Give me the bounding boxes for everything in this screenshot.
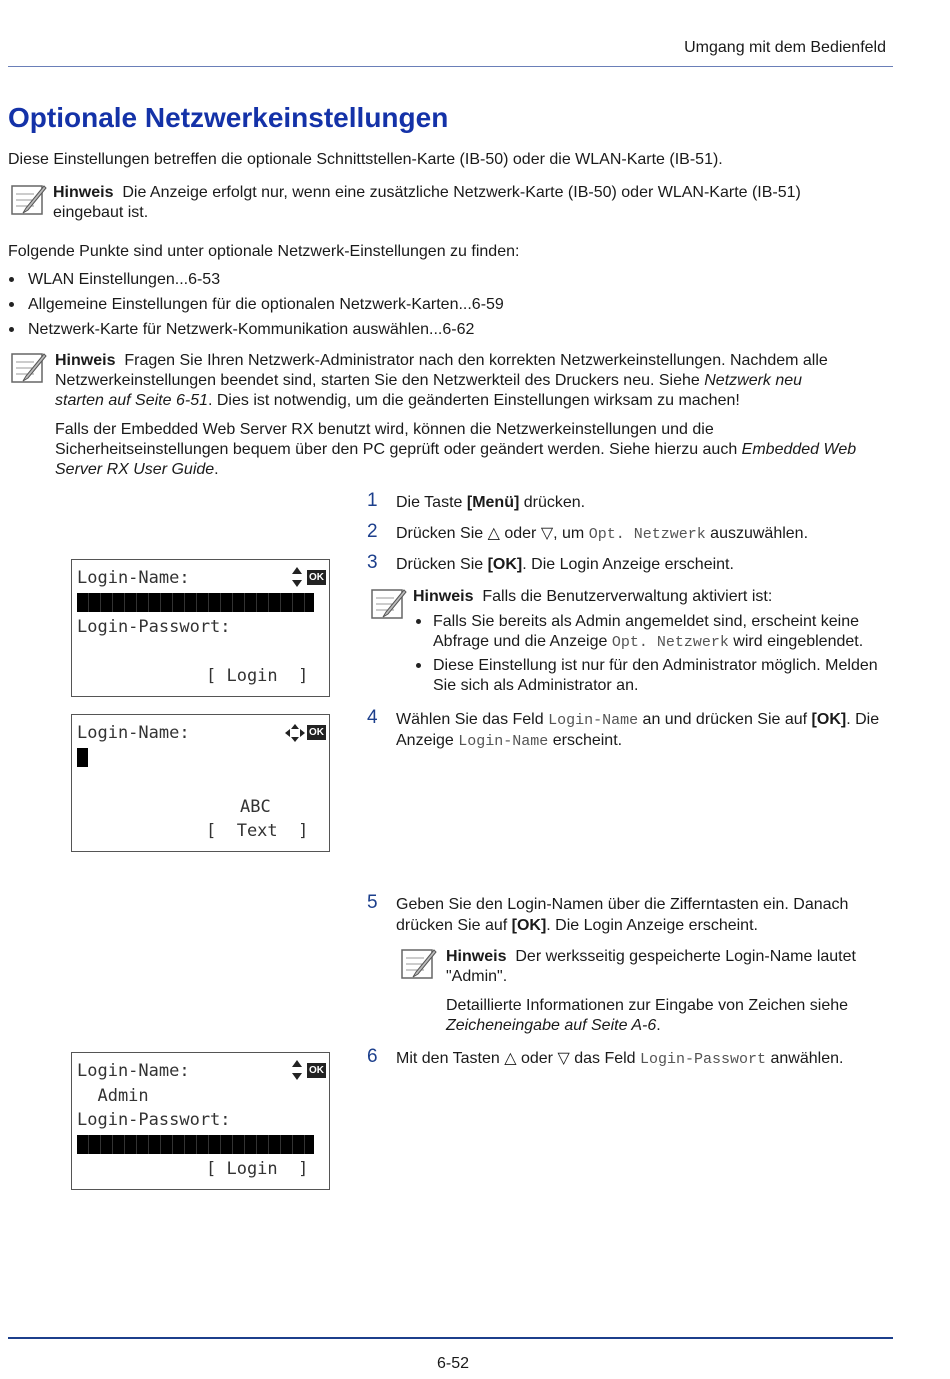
bullet [9,327,14,332]
lcd-softkey: [ Text ] [206,821,309,841]
note-label: Hinweis [413,588,474,605]
lcd-input-highlight [77,593,314,612]
lcd-line: Login-Name: [77,568,190,588]
note1-label: Hinweis [53,184,114,201]
note-bullet-text [433,632,863,653]
step6-text [396,1049,843,1070]
list-intro: Folgende Punkte sind unter optionale Netzwerk-Einstellungen zu finden: [8,243,520,260]
crossref-link[interactable]: Netzwerk neu [704,372,803,389]
step5-line2 [396,916,758,936]
note2-para-line1: Falls der Embedded Web Server RX benutzt wird, können die Netzwerkeinstellungen und die [55,421,714,438]
list-item: Allgemeine Einstellungen für die optionalen Netzwerk-Karten...6-59 [28,296,504,313]
step4-line1 [396,710,879,731]
note2-line1 [55,351,828,371]
step5-note-line2: "Admin". [446,968,508,985]
lcd-softkey: [ Login ] [206,666,309,686]
lcd-line: Login-Passwort: [77,1110,231,1130]
step-number: 2 [367,521,378,542]
note2-para-line3 [55,460,219,480]
step-text: Drücken Sie [396,556,488,573]
bullet [9,277,14,282]
step-text: auszuwählen. [705,525,809,542]
step-text: drücken Sie auf [396,917,512,934]
guide-reference: Embedded Web [741,441,857,458]
step-text: an und drücken Sie auf [638,711,812,728]
up-arrow-icon: △ [487,525,500,542]
step-text: Mit den Tasten [396,1050,505,1067]
guide-reference: Server RX User Guide [55,461,215,478]
menu-code: Login-Name [458,733,549,750]
lcd-input-highlight [77,1135,314,1154]
step-text: Wählen Sie das Feld [396,711,549,728]
note2-text: Netzwerkeinstellungen beendet sind, starten Sie den Netzwerkteil des Druckers neu. Siehe [55,372,705,389]
lcd-line: Login-Passwort: [77,617,231,637]
step-text: erscheint. [548,732,623,749]
lcd-line: Login-Name: [77,1061,190,1081]
page-number: 6-52 [437,1355,470,1372]
up-down-arrows-icon [291,1059,303,1081]
note-pencil-icon [396,946,438,982]
note-text: Falls die Benutzerverwaltung aktiviert ist: [482,588,773,605]
key-label: [OK] [487,556,523,573]
step-text: , um [553,525,589,542]
step-number: 1 [367,490,378,511]
menu-code: Opt. Netzwerk [611,634,729,651]
step1-text [396,493,585,513]
four-way-arrows-icon [285,724,305,742]
step-text: Anzeige [396,732,459,749]
menu-code: Opt. Netzwerk [588,526,706,543]
note2-line3 [55,391,740,411]
note-text: Abfrage und die Anzeige [433,633,612,650]
header-rule [8,66,893,67]
lcd-screen-login-filled [71,1052,330,1190]
bullet [416,619,421,624]
step-number: 6 [367,1046,378,1067]
note2-text: . [214,461,219,478]
menu-code: Login-Passwort [640,1051,767,1068]
ok-key-icon: OK [309,727,324,738]
step-text: . Die Login Anzeige erscheint. [522,556,734,573]
step5-note-line3: Detaillierte Informationen zur Eingabe von Zeichen siehe [446,997,849,1014]
step3-text [396,555,734,575]
up-down-arrows-icon [291,566,303,588]
list-item: Netzwerk-Karte für Netzwerk-Kommunikation auswählen...6-62 [28,321,475,338]
down-arrow-icon: ▽ [540,525,554,542]
page-title: Optionale Netzwerkeinstellungen [8,102,449,133]
crossref-link[interactable]: starten auf Seite 6-51 [55,392,208,409]
note-text: . [656,1017,661,1034]
note1-line2: eingebaut ist. [53,204,149,221]
footer-rule [8,1337,893,1339]
crossref-link[interactable]: Zeicheneingabe auf Seite A-6 [446,1017,657,1034]
step-text: anwählen. [766,1050,844,1067]
down-arrow-icon: ▽ [557,1050,570,1067]
note-text: Der werksseitig gespeicherte Login-Name lautet [515,948,856,965]
note-text: wird eingeblendet. [728,633,864,650]
lcd-screen-name-entry [71,714,330,852]
step5-note-line1 [446,947,856,967]
note1-line1 [53,183,801,203]
step-text: Die Taste [396,494,467,511]
note-label: Hinweis [446,948,507,965]
step-text: oder [516,1050,558,1067]
note2-text: Fragen Sie Ihren Netzwerk-Administrator nach den korrekten Netzwerkeinstellungen. Nachdem alle [124,352,828,369]
lcd-line: Login-Name: [77,723,190,743]
lcd-screen-login [71,559,330,697]
lcd-input-mode: ABC [240,797,271,817]
note1-text: Die Anzeige erfolgt nur, wenn eine zusätzliche Netzwerk-Karte (IB-50) oder WLAN-Karte (IB-51) [122,184,801,201]
step-text: Drücken Sie [396,525,488,542]
step-text: . Die Login Anzeige erscheint. [546,917,758,934]
note-pencil-icon [6,350,48,386]
running-header: Umgang mit dem Bedienfeld [684,39,886,56]
key-label: [OK] [511,917,547,934]
step3-note-line [413,587,772,607]
note2-para-line2 [55,440,856,460]
step5-note-line4 [446,1016,661,1036]
note-pencil-icon [6,182,48,218]
note2-line2 [55,371,802,391]
lcd-line: Admin [77,1086,149,1106]
note-pencil-icon [366,586,408,622]
step-text: das Feld [569,1050,641,1067]
list-item: WLAN Einstellungen...6-53 [28,271,221,288]
key-label: [OK] [811,711,847,728]
up-arrow-icon: △ [504,1050,517,1067]
step-text: oder [499,525,541,542]
key-label: [Menü] [466,494,520,511]
lcd-softkey: [ Login ] [206,1159,309,1179]
step-number: 5 [367,892,378,913]
step2-text [396,524,808,545]
intro-text: Diese Einstellungen betreffen die optionale Schnittstellen-Karte (IB-50) oder die WLAN-Karte (IB-51). [8,151,723,168]
step-number: 4 [367,707,378,728]
bullet [416,663,421,668]
note2-text: Sicherheitseinstellungen bequem über den PC geprüft oder geändert werden. Siehe hierzu auch [55,441,742,458]
ok-key-icon: OK [309,1065,324,1076]
text-cursor [77,748,88,767]
bullet [9,302,14,307]
step5-line1: Geben Sie den Login-Namen über die Zifferntasten ein. Danach [396,896,849,913]
note2-label: Hinweis [55,352,116,369]
step4-line2 [396,731,622,752]
ok-key-icon: OK [309,572,324,583]
step-number: 3 [367,552,378,573]
note2-text: . Dies ist notwendig, um die geänderten Einstellungen wirksam zu machen! [207,392,740,409]
step-text: drücken. [519,494,586,511]
menu-code: Login-Name [548,712,639,729]
note-bullet-text: Falls Sie bereits als Admin angemeldet sind, erscheint keine [433,613,859,630]
step-text: . Die [846,711,880,728]
note-bullet-text: Sie sich als Administrator an. [433,677,639,694]
note-bullet-text: Diese Einstellung ist nur für den Administrator möglich. Melden [433,657,878,674]
